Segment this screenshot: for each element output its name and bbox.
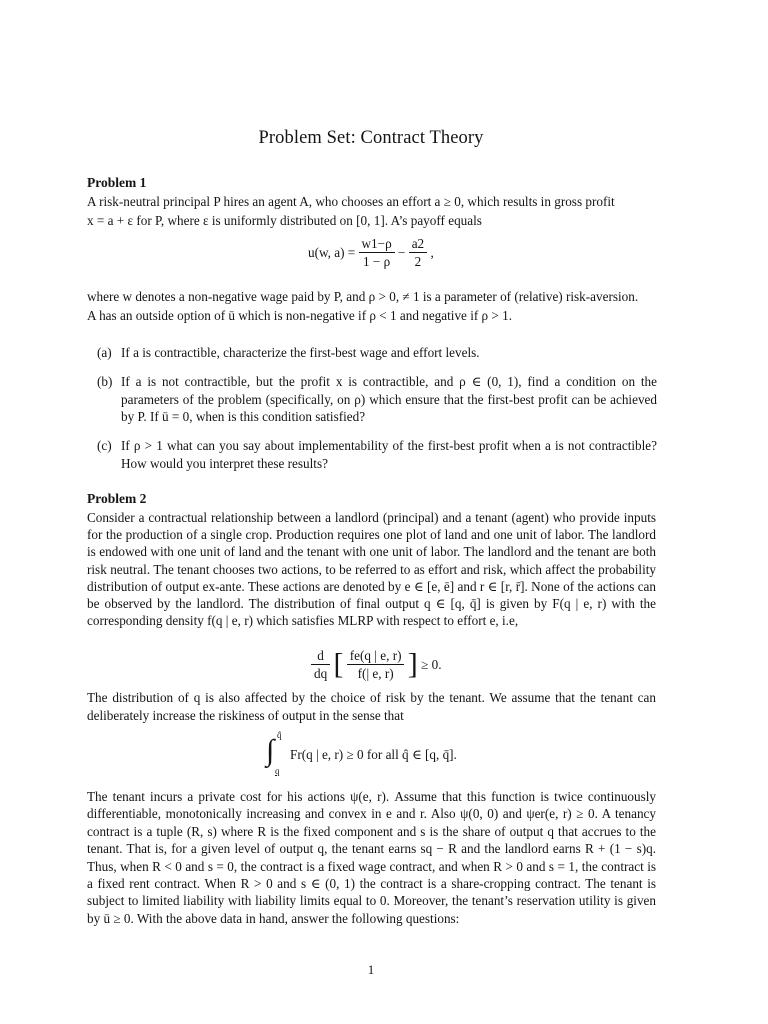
problem-1-intro-line-1: A risk-neutral principal P hires an agent A, who chooses an effort a ≥ 0, which results in gross profit: [87, 194, 615, 209]
left-bracket: [: [333, 647, 344, 681]
problem-2-paragraph-2: The distribution of q is also affected by the choice of risk by the tenant. We assume that the tenant can deliberately increase the riskiness of output in the sense that: [87, 690, 656, 723]
payoff-fraction-1-num: w1−ρ: [359, 236, 395, 253]
integral-body: Fr(q | e, r) ≥ 0 for all q̂ ∈ [q, q̄].: [290, 747, 457, 762]
likelihood-ratio-fraction: [347, 648, 405, 681]
payoff-fraction-2-den: 2: [414, 254, 422, 269]
item-text: If a is not contractible, but the profit x is contractible, and ρ ∈ (0, 1), find a condition on the parameters of the problem (specifically, on ρ) which ensure that the first-best profit can be achieved by P. If ū = 0, when is this condition satisfied?: [121, 374, 657, 424]
comma: ,: [430, 244, 434, 260]
item-label: (b): [97, 374, 113, 389]
integral-sign: ∫: [266, 734, 275, 767]
payoff-fraction-2-num: a2: [409, 236, 427, 253]
item-label: (a): [97, 345, 112, 360]
problem-1-after-equation: [87, 287, 656, 325]
problem-2-paragraph-1: Consider a contractual relationship between a landlord (principal) and a tenant (agent) who provide inputs for the production of a single crop. Production requires one plot of land and one unit of labor. The landlord is endowed with one unit of land and the tenant with one unit of labor. The landlord and the tenant are both risk neutral. The tenant chooses two actions, to be referred to as effort and risk, which affect the probability distribution of output ex-ante. These actions are denoted by e ∈ [e, ē] and r ∈ [r, r̄]. None of the actions can be observed by the landlord. The distribution of final output q ∈ [q, q̄] is given by F(q | e, r) with the corresponding density f(q | e, r) which satisfies MLRP with respect to effort e, i.e,: [87, 510, 656, 629]
likelihood-den: f(| e, r): [357, 666, 394, 681]
problem-1-after-line-1: where w denotes a non-negative wage paid by P, and ρ > 0, ≠ 1 is a parameter of (relative) risk-aversion.: [87, 289, 639, 304]
item-text: If a is contractible, characterize the first-best wage and effort levels.: [121, 345, 480, 360]
minus-sign: −: [397, 244, 406, 260]
problem-1-after-line-2: A has an outside option of ū which is non-negative if ρ < 1 and negative if ρ > 1.: [87, 308, 513, 323]
derivative-num: d: [311, 648, 330, 665]
problem-2-paragraph-3: The tenant incurs a private cost for his actions ψ(e, r). Assume that this function is twice continuously differentiable, monotonically increasing and convex in e and r. Also ψ(0, 0) and ψer(e, r) ≥ 0. A tenancy contract is a tuple (R, s) where R is the fixed component and s is the share of output q that accrues to the tenant. That is, for a given level of output q, the tenant earns sq − R and the landlord earns R + (1 − s)q. Thus, when R < 0 and s = 0, the contract is a fixed wage contract, and when R > 0 and s = 1, the contract is a fixed rent contract. When R > 0 and s ∈ (0, 1) the contract is a share-cropping contract. The tenant is subject to limited liability with liability limits equal to 0. Moreover, the tenant’s reservation utility is given by ū ≥ 0. With the above data in hand, answer the following questions:: [87, 789, 656, 926]
derivative-fraction: [311, 648, 330, 681]
likelihood-num: fe(q | e, r): [347, 648, 405, 665]
page-number: 1: [367, 962, 375, 977]
page-title: Problem Set: Contract Theory: [258, 128, 484, 148]
right-bracket: ]: [407, 647, 418, 681]
item-label: (c): [97, 438, 112, 453]
mlrp-rhs: ≥ 0.: [421, 656, 442, 672]
payoff-fraction-1: [359, 236, 395, 269]
problem-2-heading: Problem 2: [87, 491, 147, 506]
integral-upper-limit: q̂: [277, 730, 282, 740]
payoff-equation-lhs: u(w, a) =: [308, 244, 356, 260]
derivative-den: dq: [314, 666, 328, 681]
item-text: If ρ > 1 what can you say about implementability of the first-best profit when a is not contractible? How would you interpret these results?: [121, 438, 657, 471]
problem-1-intro: [87, 192, 656, 230]
problem-1-intro-line-2: x = a + ε for P, where ε is uniformly distributed on [0, 1]. A’s payoff equals: [87, 213, 482, 228]
payoff-fraction-1-den: 1 − ρ: [362, 254, 391, 269]
payoff-fraction-2: [409, 236, 427, 269]
integral-lower-limit: q: [275, 766, 280, 776]
problem-1-heading: Problem 1: [87, 175, 147, 190]
